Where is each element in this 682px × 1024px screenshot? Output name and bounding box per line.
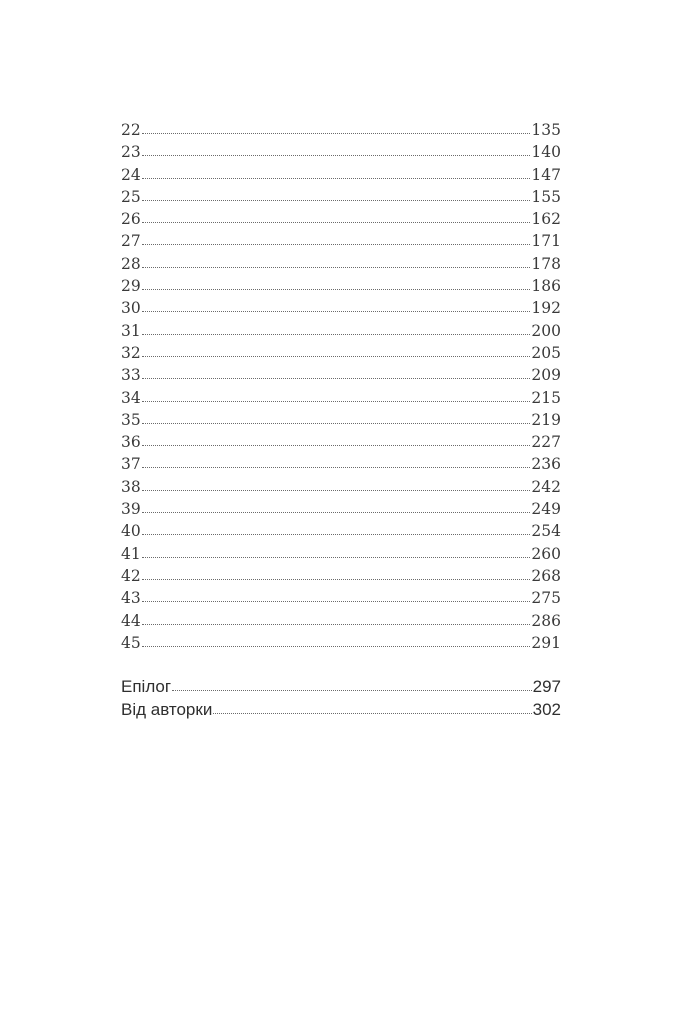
toc-entry-label: 27: [121, 232, 141, 251]
toc-entry-page-number: 147: [531, 165, 561, 184]
dot-leader: [142, 222, 531, 223]
toc-entry-label: 24: [121, 165, 141, 184]
toc-entry: [121, 565, 561, 587]
toc-entry-page-number: 171: [531, 232, 561, 251]
toc-entry-page-number: 140: [531, 143, 561, 162]
toc-entry: [121, 275, 561, 297]
dot-leader: [213, 713, 531, 714]
toc-entry: [121, 208, 561, 230]
toc-entry-label: 28: [121, 254, 141, 273]
toc-entry-page-number: 254: [531, 522, 561, 541]
toc-entry: [121, 164, 561, 186]
dot-leader: [142, 244, 531, 245]
toc-entry: [121, 699, 561, 722]
dot-leader: [142, 133, 531, 134]
toc-entry: [121, 387, 561, 409]
chapter-list: [121, 119, 561, 654]
dot-leader: [142, 200, 531, 201]
toc-entry-label: Епілог: [121, 677, 172, 697]
toc-entry-page-number: 186: [531, 277, 561, 296]
dot-leader: [142, 512, 531, 513]
toc-entry-page-number: 200: [531, 321, 561, 340]
dot-leader: [142, 334, 531, 335]
dot-leader: [142, 311, 531, 312]
toc-entry-label: 34: [121, 388, 141, 407]
dot-leader: [142, 557, 531, 558]
dot-leader: [142, 579, 531, 580]
toc-entry: [121, 610, 561, 632]
toc-entry-page-number: 219: [531, 410, 561, 429]
toc-entry: [121, 119, 561, 141]
dot-leader: [142, 490, 531, 491]
toc-entry: [121, 520, 561, 542]
toc-entry: [121, 364, 561, 386]
toc-entry-label: 22: [121, 121, 141, 139]
toc-entry-label: 41: [121, 544, 141, 563]
toc-entry: [121, 676, 561, 699]
toc-entry-label: 39: [121, 500, 141, 519]
toc-entry-label: 36: [121, 433, 141, 452]
toc-entry: [121, 543, 561, 565]
toc-entry-page-number: 162: [531, 210, 561, 229]
toc-entry-label: 32: [121, 343, 141, 362]
toc-entry-page-number: 275: [531, 589, 561, 608]
toc-entry-label: 38: [121, 477, 141, 496]
dot-leader: [142, 624, 531, 625]
toc-entry-page-number: 291: [531, 633, 561, 652]
toc-entry-page-number: 135: [531, 121, 561, 139]
back-matter-list: [121, 676, 561, 721]
toc-entry-label: 26: [121, 210, 141, 229]
toc-entry: [121, 141, 561, 163]
toc-entry-page-number: 205: [531, 343, 561, 362]
dot-leader: [142, 267, 531, 268]
toc-entry-label: 44: [121, 611, 141, 630]
toc-entry-page-number: 260: [531, 544, 561, 563]
dot-leader: [142, 378, 531, 379]
toc-entry-page-number: 192: [531, 299, 561, 318]
toc-entry-label: 42: [121, 566, 141, 585]
table-of-contents: [121, 119, 561, 721]
toc-entry: [121, 230, 561, 252]
toc-entry-page-number: 286: [531, 611, 561, 630]
toc-entry-page-number: 268: [531, 566, 561, 585]
dot-leader: [142, 646, 531, 647]
toc-entry-label: 30: [121, 299, 141, 318]
toc-entry-label: 25: [121, 187, 141, 206]
toc-entry: [121, 431, 561, 453]
toc-entry-page-number: 236: [531, 455, 561, 474]
dot-leader: [142, 423, 531, 424]
dot-leader: [142, 534, 531, 535]
toc-entry-label: 43: [121, 589, 141, 608]
toc-entry-label: 23: [121, 143, 141, 162]
dot-leader: [142, 356, 531, 357]
toc-entry-page-number: 249: [531, 500, 561, 519]
toc-entry: [121, 587, 561, 609]
toc-entry-label: 37: [121, 455, 141, 474]
toc-entry-page-number: 227: [531, 433, 561, 452]
toc-entry-page-number: 178: [531, 254, 561, 273]
toc-entry-label: 33: [121, 366, 141, 385]
dot-leader: [142, 289, 531, 290]
toc-entry-label: 29: [121, 277, 141, 296]
dot-leader: [142, 467, 531, 468]
toc-entry: [121, 253, 561, 275]
toc-entry: [121, 342, 561, 364]
toc-entry: [121, 186, 561, 208]
dot-leader: [142, 601, 531, 602]
toc-entry-page-number: 155: [531, 187, 561, 206]
dot-leader: [142, 445, 531, 446]
toc-entry-page-number: 242: [531, 477, 561, 496]
toc-entry-page-number: 302: [532, 699, 561, 719]
toc-entry-label: 45: [121, 633, 141, 652]
toc-entry: [121, 632, 561, 654]
toc-entry-label: Від авторки: [121, 699, 213, 719]
toc-entry: [121, 498, 561, 520]
toc-entry: [121, 320, 561, 342]
toc-entry: [121, 453, 561, 475]
toc-entry: [121, 409, 561, 431]
toc-entry-page-number: 215: [531, 388, 561, 407]
dot-leader: [142, 155, 531, 156]
toc-entry-page-number: 209: [531, 366, 561, 385]
toc-entry-label: 40: [121, 522, 141, 541]
toc-entry: [121, 297, 561, 319]
toc-entry-label: 31: [121, 321, 141, 340]
toc-entry-label: 35: [121, 410, 141, 429]
dot-leader: [142, 401, 531, 402]
toc-entry: [121, 476, 561, 498]
dot-leader: [172, 690, 532, 691]
toc-entry-page-number: 297: [532, 677, 561, 697]
dot-leader: [142, 178, 531, 179]
